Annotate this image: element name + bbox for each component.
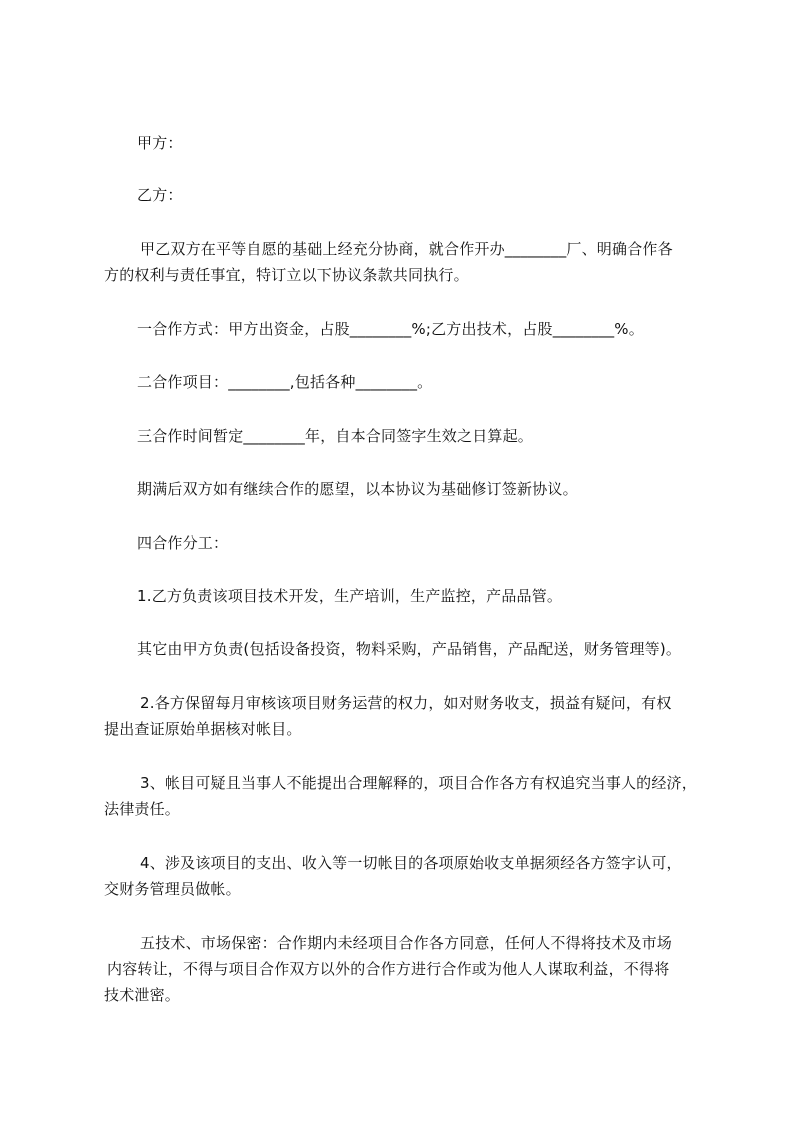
clause-4-item-2-line-2: 提出查证原始单据核对帐目。 [104, 720, 302, 738]
clause-4-item-1: 1.乙方负责该项目技术开发，生产培训，生产监控，产品品管。 [137, 587, 563, 605]
clause-2-cooperation-project: 二合作项目：________,包括各种________。 [137, 373, 433, 391]
intro-paragraph-line-2: 方的权利与责任事宜，特订立以下协议条款共同执行。 [104, 266, 469, 284]
clause-5-confidentiality-line-3: 技术泄密。 [104, 986, 181, 1004]
intro-paragraph-line-1: 甲乙双方在平等自愿的基础上经充分协商，就合作开办________厂、明确合作各 [140, 240, 673, 258]
clause-5-confidentiality-line-2: 内容转让，不得与项目合作双方以外的合作方进行合作或为他人人谋取利益，不得将 [107, 960, 670, 978]
party-b-label: 乙方： [137, 186, 183, 204]
clause-4-other-duties: 其它由甲方负责(包括设备投资，物料采购，产品销售，产品配送，财务管理等)。 [137, 640, 682, 658]
clause-4-division-of-work: 四合作分工： [137, 534, 229, 552]
clause-3-cooperation-period: 三合作时间暂定________年，自本合同签字生效之日算起。 [137, 427, 534, 445]
clause-1-cooperation-method: 一合作方式：甲方出资金，占股________%;乙方出技术，占股________%。 [137, 320, 644, 338]
clause-4-item-4-line-2: 交财务管理员做帐。 [104, 880, 241, 898]
clause-4-item-3-line-1: 3、帐目可疑且当事人不能提出合理解释的，项目合作各方有权追究当事人的经济， [140, 774, 697, 792]
clause-5-confidentiality-line-1: 五技术、市场保密：合作期内未经项目合作各方同意，任何人不得将技术及市场 [140, 934, 673, 952]
party-a-label: 甲方： [137, 134, 183, 152]
clause-4-item-3-line-2: 法律责任。 [104, 800, 181, 818]
clause-4-item-4-line-1: 4、涉及该项目的支出、收入等一切帐目的各项原始收支单据须经各方签字认可， [140, 854, 682, 872]
renewal-paragraph: 期满后双方如有继续合作的愿望，以本协议为基础修订签新协议。 [137, 480, 578, 498]
clause-4-item-2-line-1: 2.各方保留每月审核该项目财务运营的权力，如对财务收支，损益有疑问，有权 [140, 694, 672, 712]
